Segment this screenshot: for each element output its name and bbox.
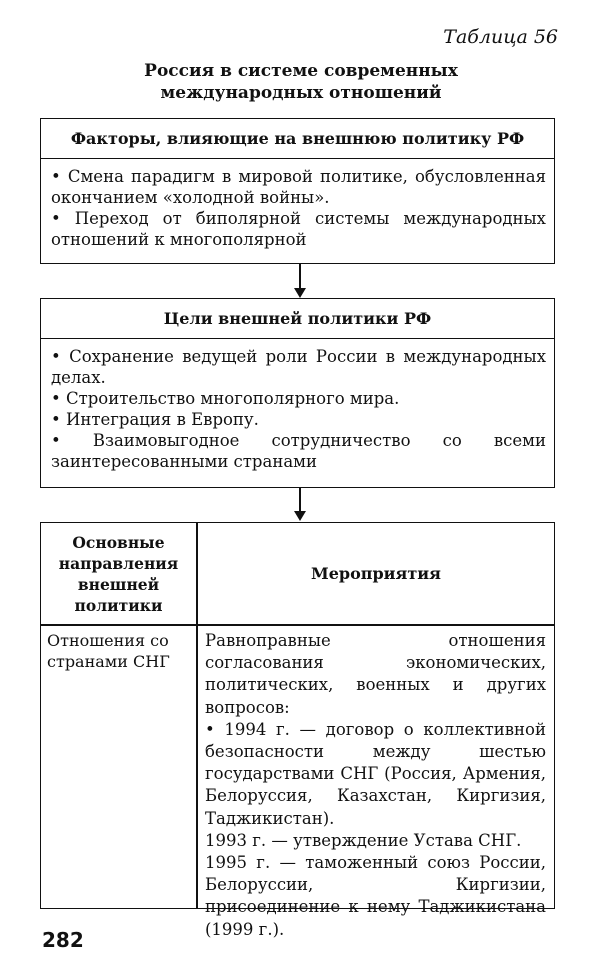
goals-box	[40, 298, 555, 488]
list-item: • Строительство многополярного мира.	[51, 388, 546, 409]
header-divider	[41, 624, 554, 626]
column-header-measures: Мероприятия	[311, 564, 441, 583]
directions-table	[40, 522, 555, 939]
list-item: • Взаимовыгодное сотрудничество со всеми заинтересованными странами	[51, 430, 546, 472]
list-item: • Переход от биполярной системы международных отношений к многополярной	[51, 208, 546, 250]
flow-arrow-line	[299, 264, 301, 290]
page-number: 282	[42, 928, 84, 952]
arrow-down-icon	[294, 288, 306, 298]
list-item: • Сохранение ведущей роли России в международных делах.	[51, 346, 546, 388]
arrow-down-icon	[294, 511, 306, 521]
measure-1995: 1995 г. — таможенный союз России, Белоруссии, Киргизии, присоединение к нему Таджикистана (1999 г.).	[205, 853, 546, 939]
table-number-label: Таблица 56	[443, 26, 558, 48]
column-header-directions: Основные направления внешней политики	[58, 532, 179, 615]
table-cell-direction: Отношения со странами СНГ	[47, 631, 170, 671]
factors-heading: Факторы, влияющие на внешнюю политику РФ	[41, 119, 554, 159]
measure-1994: • 1994 г. — договор о коллективной безопасности между шестью государствами СНГ (Россия, Армения, Белоруссия, Казахстан, Киргизия, Таджикистан).	[205, 719, 546, 830]
goals-heading: Цели внешней политики РФ	[41, 299, 554, 339]
factors-box	[40, 118, 555, 264]
page-title	[0, 60, 602, 104]
list-item: • Смена парадигм в мировой политике, обусловленная окончанием «холодной войны».	[51, 166, 546, 208]
factors-list	[41, 159, 554, 258]
flow-arrow-line	[299, 488, 301, 512]
list-item: • Интеграция в Европу.	[51, 409, 546, 430]
measures-intro: Равноправные отношения согласования экономических, политических, военных и других вопросов:	[205, 631, 546, 717]
page-title-line-2: международных отношений	[160, 83, 442, 103]
goals-list	[41, 339, 554, 480]
page-title-line-1: Россия в системе современных	[144, 61, 458, 81]
measure-1993: 1993 г. — утверждение Устава СНГ.	[205, 830, 522, 850]
table-cell-measures	[205, 630, 546, 941]
